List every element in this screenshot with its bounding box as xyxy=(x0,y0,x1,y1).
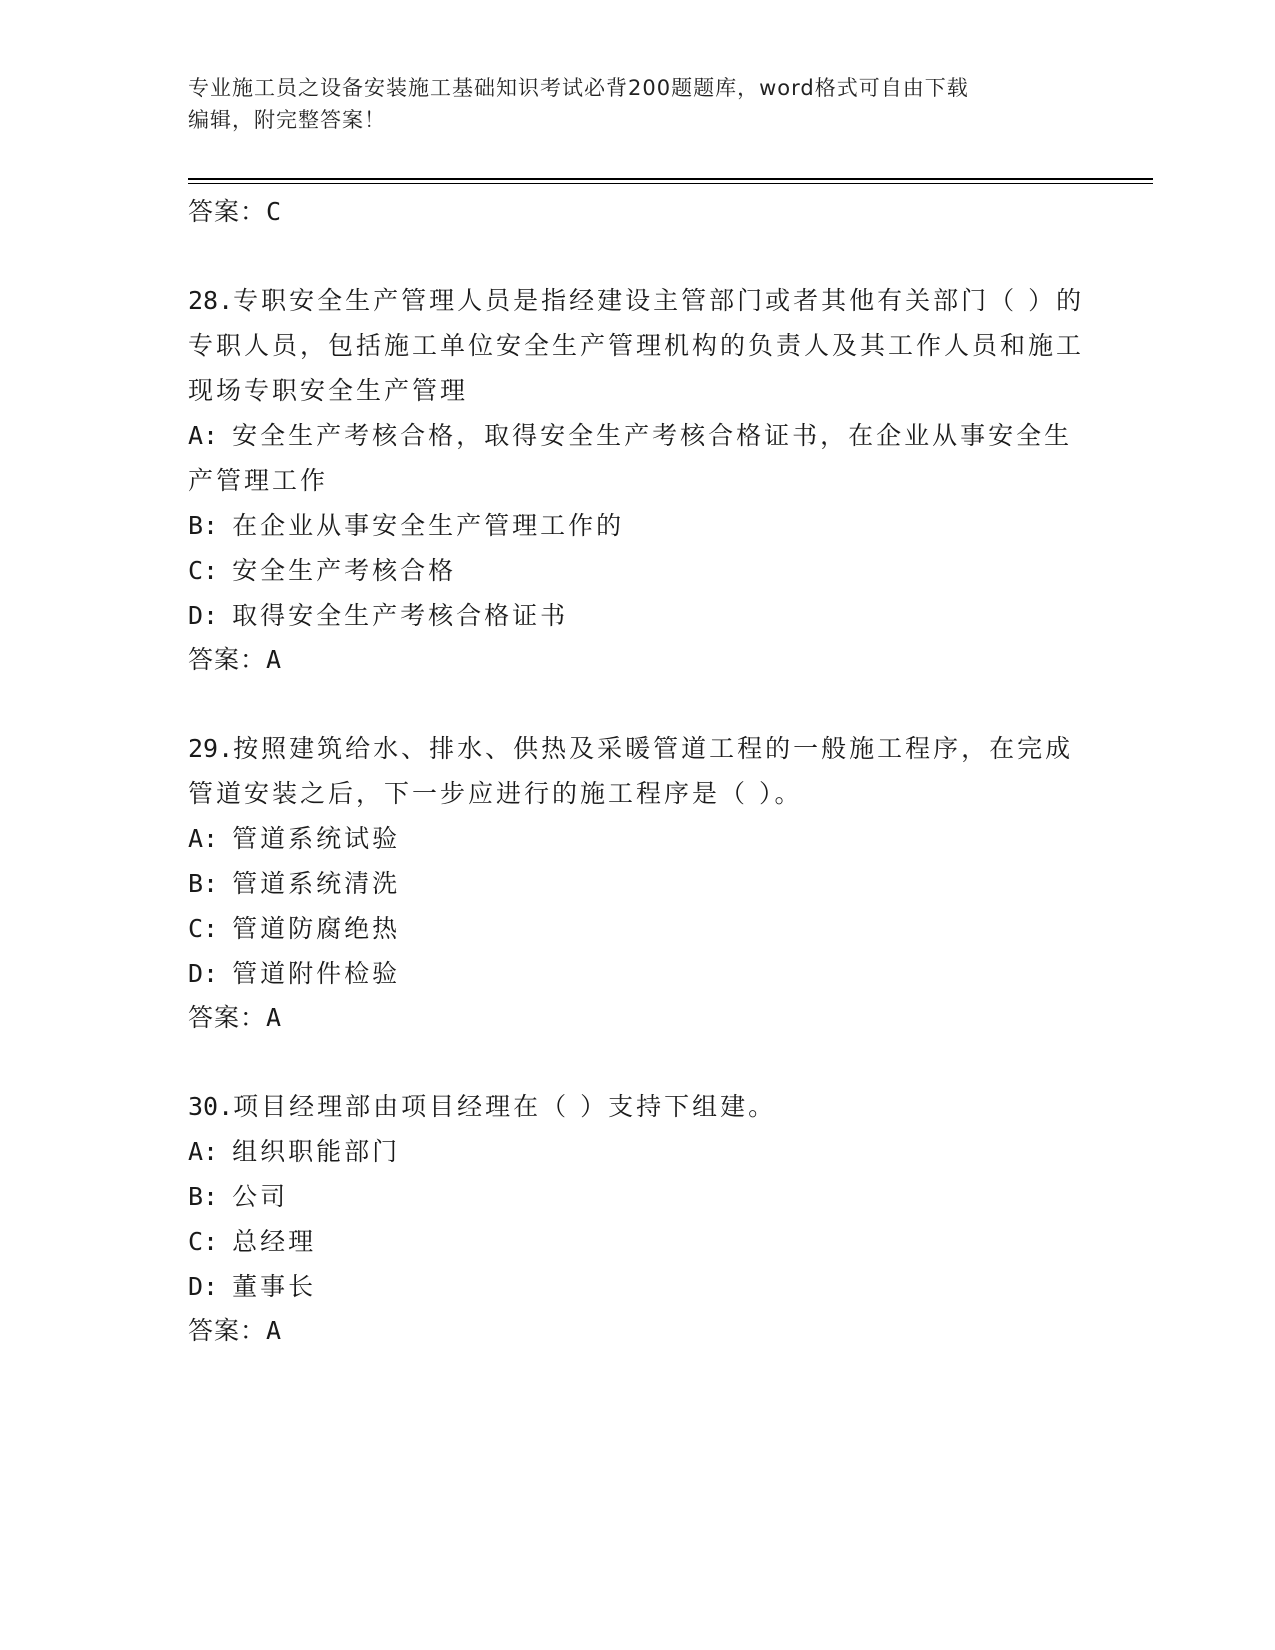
option-d xyxy=(188,1264,1088,1309)
answer-label: 答案： xyxy=(188,1316,267,1345)
header-line-1: 专业施工员之设备安装施工基础知识考试必背200题题库，word格式可自由下载 xyxy=(188,76,969,100)
option-letter: C: xyxy=(188,914,219,943)
question-stem xyxy=(188,1084,1088,1129)
question-answer xyxy=(188,638,1088,682)
option-letter: C: xyxy=(188,556,219,585)
option-text: 安全生产考核合格 xyxy=(232,556,457,585)
question-number: 28. xyxy=(188,286,234,315)
option-b xyxy=(188,1174,1088,1219)
header-divider-thick xyxy=(188,178,1153,180)
option-letter: C: xyxy=(188,1227,219,1256)
option-text: 管道附件检验 xyxy=(232,959,401,988)
option-text: 在企业从事安全生产管理工作的 xyxy=(232,511,625,540)
question-text: 专职安全生产管理人员是指经建设主管部门或者其他有关部门（ ）的专职人员，包括施工单位安全生产管理机构的负责人及其工作人员和施工现场专职安全生产管理 xyxy=(188,286,1085,405)
question-text: 按照建筑给水、排水、供热及采暖管道工程的一般施工程序，在完成管道安装之后，下一步应进行的施工程序是（ ）。 xyxy=(188,734,1074,808)
document-header xyxy=(188,72,1088,136)
option-b xyxy=(188,861,1088,906)
question-number: 29. xyxy=(188,734,234,763)
answer-value: C xyxy=(266,197,283,226)
option-letter: A: xyxy=(188,824,219,853)
header-line-2: 编辑，附完整答案！ xyxy=(188,108,386,132)
question-28 xyxy=(188,278,1088,682)
option-text: 组织职能部门 xyxy=(232,1137,401,1166)
document-body xyxy=(188,190,1088,1353)
answer-label: 答案： xyxy=(188,197,267,226)
option-text: 安全生产考核合格，取得安全生产考核合格证书，在企业从事安全生产管理工作 xyxy=(188,421,1073,495)
option-text: 管道系统清洗 xyxy=(232,869,401,898)
question-stem xyxy=(188,278,1088,413)
option-c xyxy=(188,906,1088,951)
previous-answer xyxy=(188,190,1088,234)
option-letter: D: xyxy=(188,601,219,630)
question-stem xyxy=(188,726,1088,816)
option-text: 管道系统试验 xyxy=(232,824,401,853)
header-divider-thin xyxy=(188,183,1153,184)
option-letter: B: xyxy=(188,869,219,898)
answer-label: 答案： xyxy=(188,1003,267,1032)
option-a xyxy=(188,413,1088,503)
answer-label: 答案： xyxy=(188,645,267,674)
option-a xyxy=(188,816,1088,861)
question-29 xyxy=(188,726,1088,1040)
answer-value: A xyxy=(266,1003,283,1032)
question-30 xyxy=(188,1084,1088,1353)
option-letter: D: xyxy=(188,959,219,988)
option-c xyxy=(188,1219,1088,1264)
option-d xyxy=(188,593,1088,638)
option-text: 董事长 xyxy=(232,1272,317,1301)
answer-value: A xyxy=(266,645,283,674)
option-a xyxy=(188,1129,1088,1174)
option-text: 管道防腐绝热 xyxy=(232,914,401,943)
option-letter: D: xyxy=(188,1272,219,1301)
option-d xyxy=(188,951,1088,996)
question-answer xyxy=(188,1309,1088,1353)
option-b xyxy=(188,503,1088,548)
question-number: 30. xyxy=(188,1092,234,1121)
question-answer xyxy=(188,996,1088,1040)
option-letter: B: xyxy=(188,1182,219,1211)
option-text: 总经理 xyxy=(232,1227,317,1256)
answer-value: A xyxy=(266,1316,283,1345)
option-text: 取得安全生产考核合格证书 xyxy=(232,601,569,630)
option-letter: B: xyxy=(188,511,219,540)
option-c xyxy=(188,548,1088,593)
option-letter: A: xyxy=(188,421,219,450)
question-text: 项目经理部由项目经理在（ ）支持下组建。 xyxy=(233,1092,777,1121)
option-text: 公司 xyxy=(232,1182,289,1211)
option-letter: A: xyxy=(188,1137,219,1166)
